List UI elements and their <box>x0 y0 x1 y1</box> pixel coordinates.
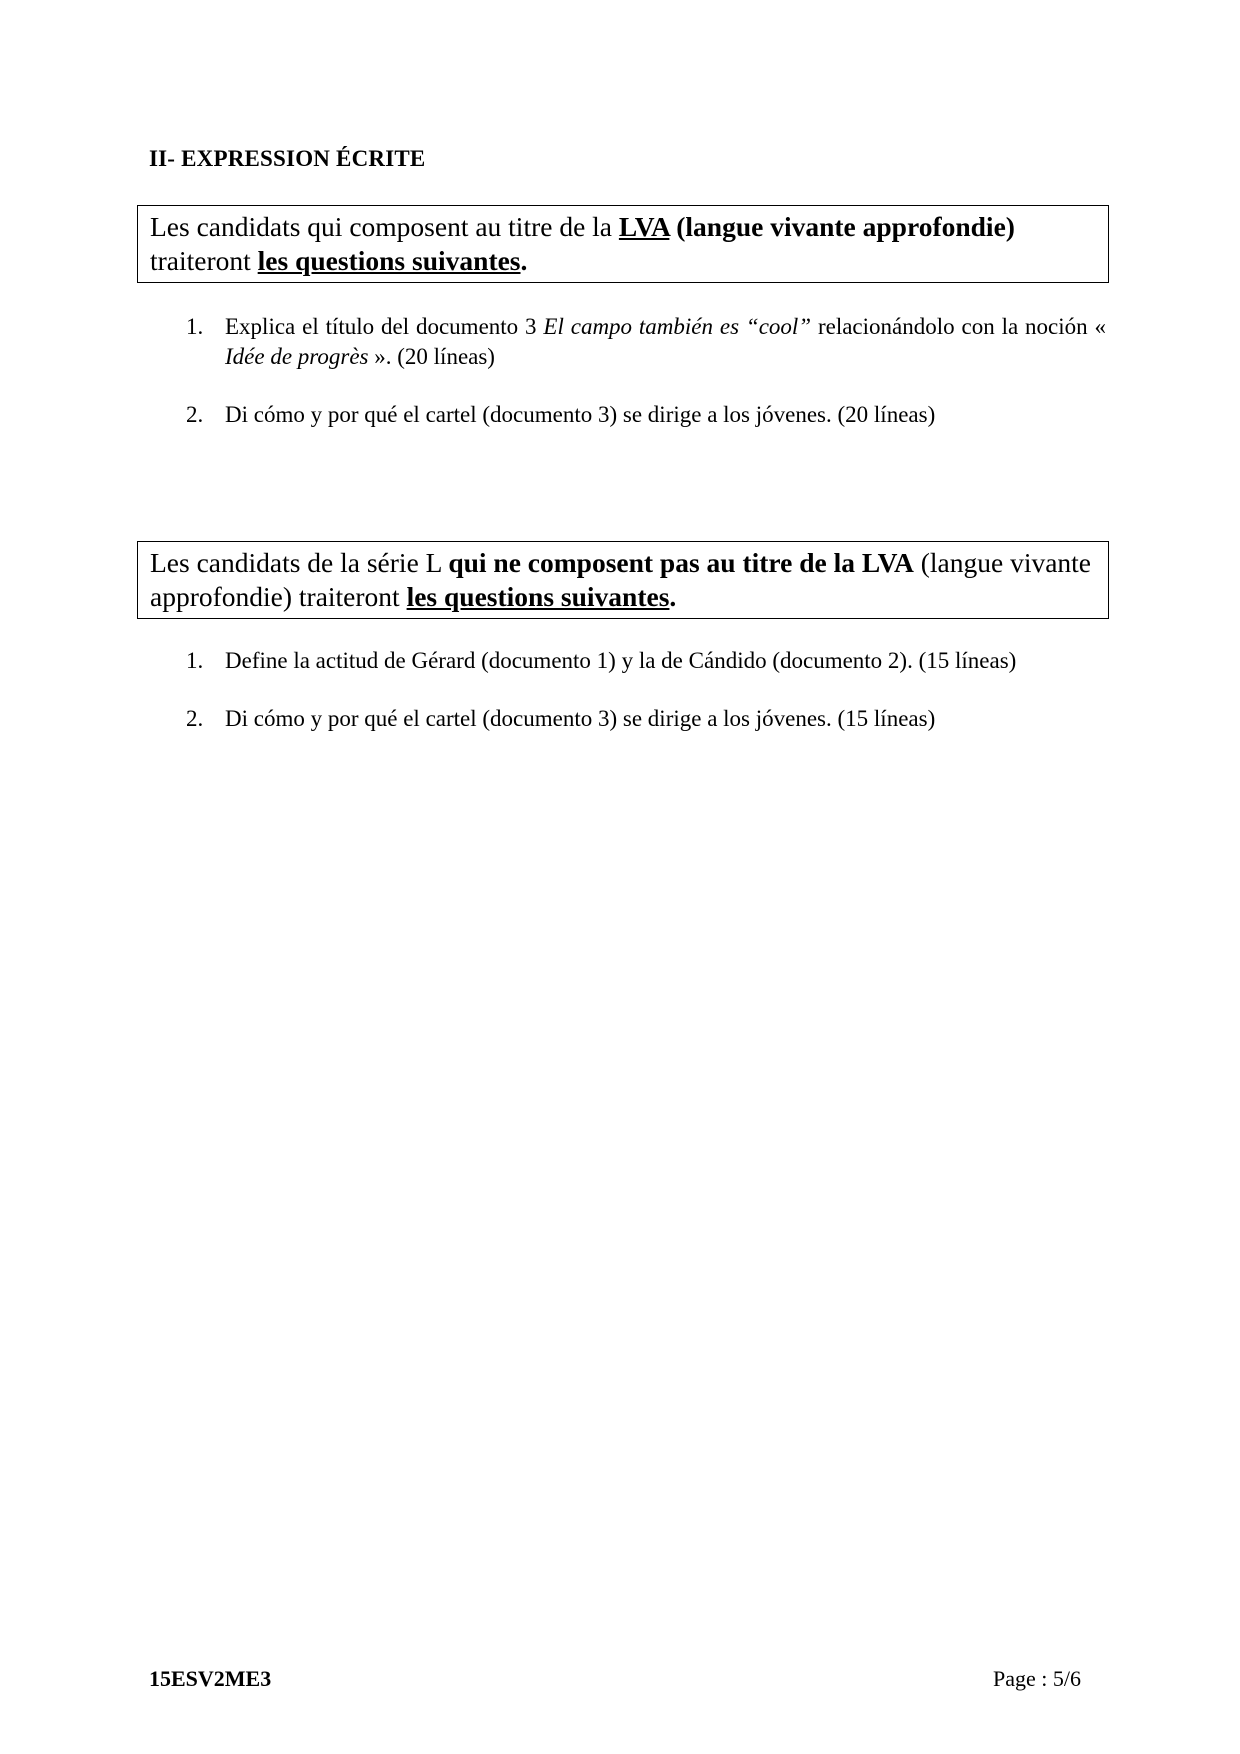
page-number: Page : 5/6 <box>993 1666 1081 1691</box>
question-number: 2. <box>186 402 204 427</box>
serie-l-question-list <box>186 646 1106 734</box>
list-item <box>186 400 1106 430</box>
list-item <box>186 312 1106 372</box>
question-text: Di cómo y por qué el cartel (documento 3) se dirige a los jóvenes. (15 líneas) <box>225 706 936 731</box>
section-heading: II- EXPRESSION ÉCRITE <box>149 146 426 171</box>
list-item <box>186 704 1106 734</box>
question-number: 1. <box>186 648 204 673</box>
lva-question-list <box>186 312 1106 430</box>
question-number: 2. <box>186 706 204 731</box>
list-item <box>186 646 1106 676</box>
question-number: 1. <box>186 314 204 339</box>
serie-l-instruction-box: Les candidats de la série L qui ne composent pas au titre de la LVA (langue vivante approfondie) traiteront les questions suivantes. <box>137 541 1109 619</box>
question-text: Define la actitud de Gérard (documento 1) y la de Cándido (documento 2). (15 líneas) <box>225 648 1017 673</box>
document-code: 15ESV2ME3 <box>149 1666 272 1691</box>
question-text: Di cómo y por qué el cartel (documento 3) se dirige a los jóvenes. (20 líneas) <box>225 402 936 427</box>
question-text: Explica el título del documento 3 El campo también es “cool” relacionándolo con la noción « Idée de progrès ». (20 líneas) <box>225 314 1107 369</box>
lva-instruction-box: Les candidats qui composent au titre de la LVA (langue vivante approfondie) traiteront les questions suivantes. <box>137 205 1109 283</box>
